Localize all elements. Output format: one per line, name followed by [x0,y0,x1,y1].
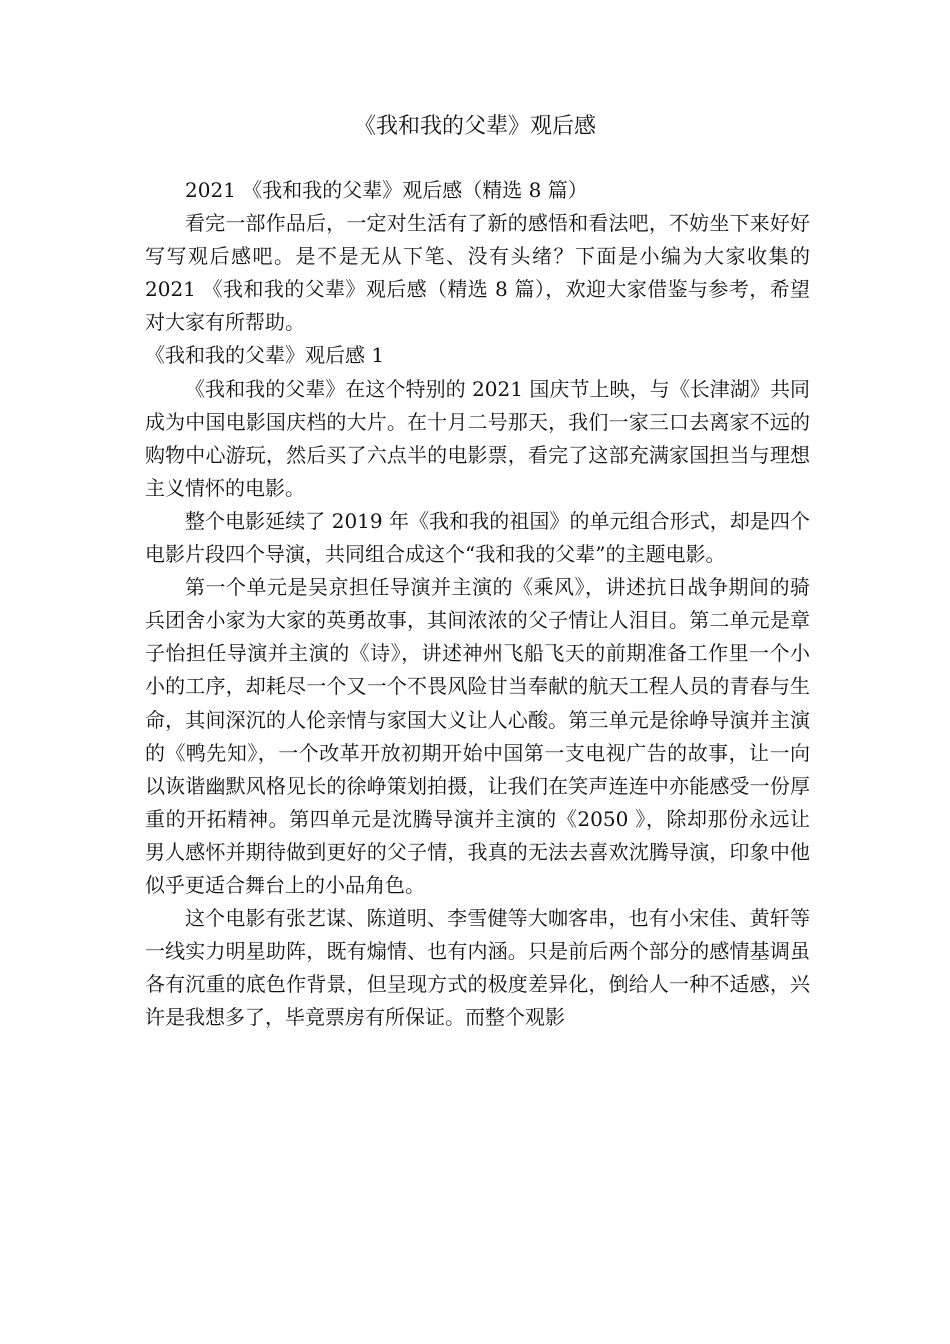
section-heading: 《我和我的父辈》观后感 1 [145,343,385,368]
body-paragraph: 《我和我的父辈》在这个特别的 2021 国庆节上映，与《长津湖》共同成为中国电影国庆档的大片。在十月二号那天，我们一家三口去离家不远的购物中心游玩，然后买了六点半的电影票，看完了这部充满家国担当与理想主义情怀的电影。 [145,376,810,500]
intro-paragraph: 看完一部作品后，一定对生活有了新的感悟和看法吧，不妨坐下来好好写写观后感吧。是不是无从下笔、没有头绪？下面是小编为大家收集的 2021 《我和我的父辈》观后感（精选 8 篇），欢迎大家借鉴与参考，希望对大家有所帮助。 [145,211,810,335]
body-paragraph: 这个电影有张艺谋、陈道明、李雪健等大咖客串，也有小宋佳、黄轩等一线实力明星助阵，既有煽情、也有内涵。只是前后两个部分的感情基调虽各有沉重的底色作背景，但呈现方式的极度差异化，倒给人一种不适感，兴许是我想多了，毕竟票房有所保证。而整个观影 [145,906,810,1030]
body-paragraph: 整个电影延续了 2019 年《我和我的祖国》的单元组合形式，却是四个电影片段四个导演，共同组合成这个“我和我的父辈”的主题电影。 [145,508,810,567]
document-title: 《我和我的父辈》观后感 [353,114,596,139]
document-subtitle: 2021 《我和我的父辈》观后感（精选 8 篇） [185,178,588,202]
body-paragraph: 第一个单元是吴京担任导演并主演的《乘风》，讲述抗日战争期间的骑兵团舍小家为大家的英勇故事，其间浓浓的父子情让人泪目。第二单元是章子怡担任导演并主演的《诗》，讲述神州飞船飞天的前期准备工作里一个小小的工序，却耗尽一个又一个不畏风险甘当奉献的航天工程人员的青春与生命，其间深沉的人伦亲情与家国大义让人心酸。第三单元是徐峥导演并主演的《鸭先知》，一个改革开放初期开始中国第一支电视广告的故事，让一向以诙谐幽默风格见长的徐峥策划拍摄，让我们在笑声连连中亦能感受一份厚重的开拓精神。第四单元是沈腾导演并主演的《2050 》，除却那份永远让男人感怀并期待做到更好的父子情，我真的无法去喜欢沈腾导演，印象中他似乎更适合舞台上的小品角色。 [145,575,810,897]
document-body [145,174,810,1034]
